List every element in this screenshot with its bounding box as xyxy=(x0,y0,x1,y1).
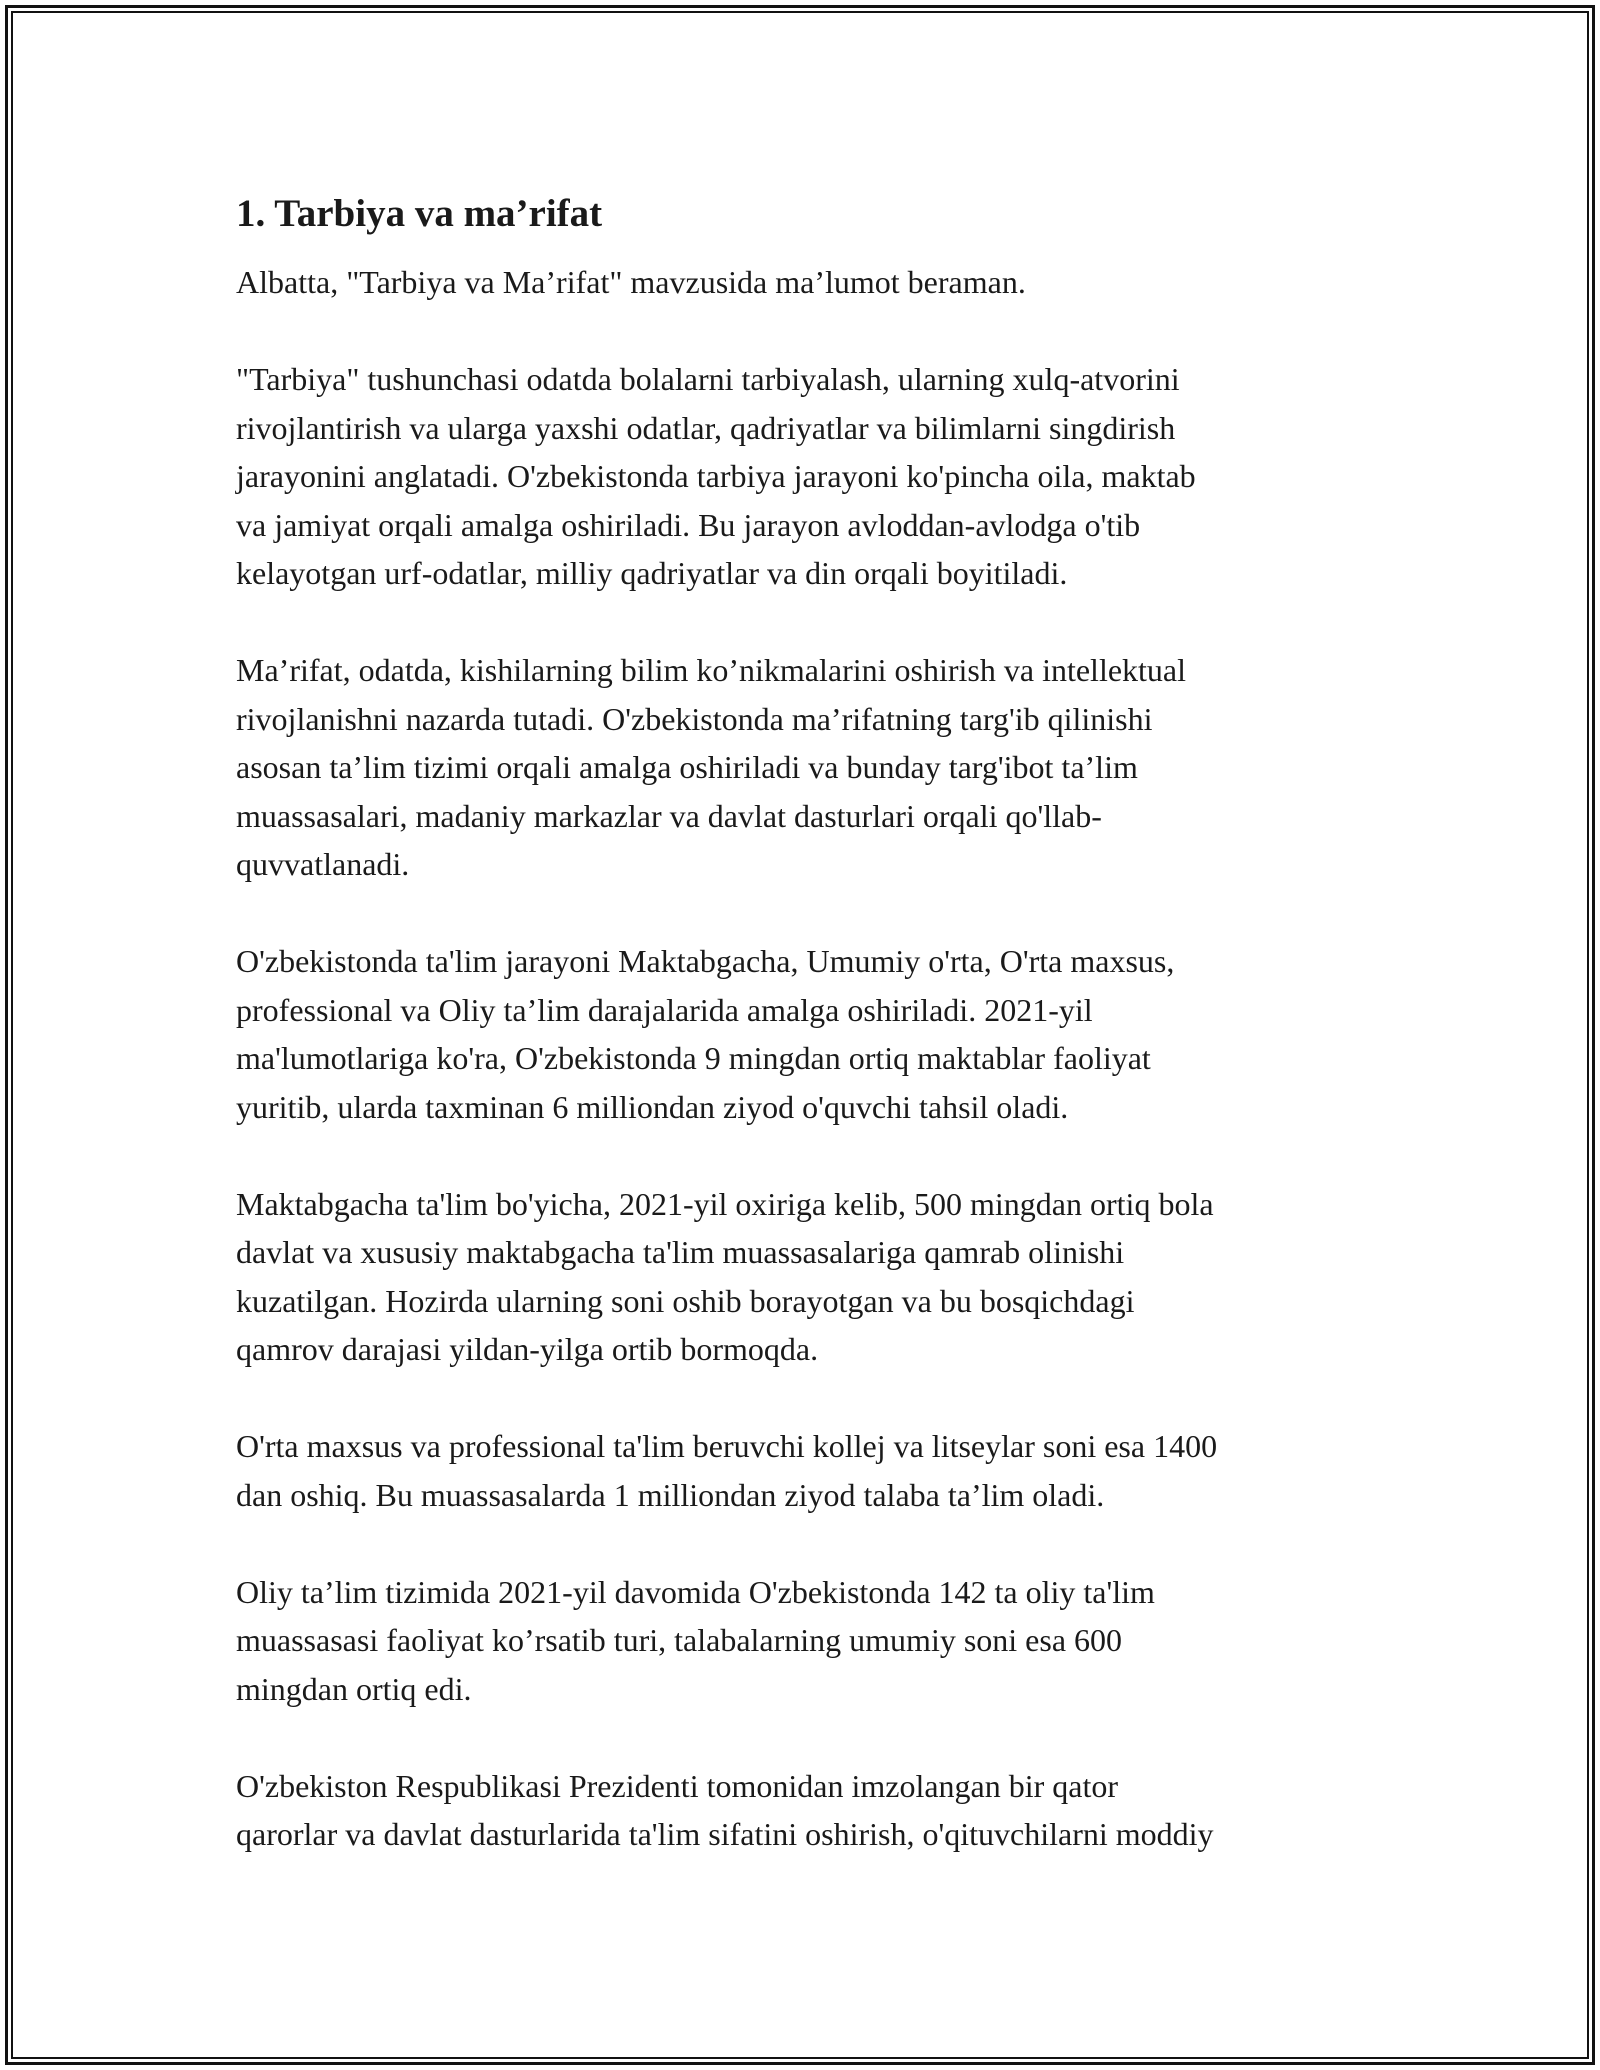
paragraph-talim-jarayoni: O'zbekistonda ta'lim jarayoni Maktabgacha, Umumiy o'rta, O'rta maxsus, professional va Oliy ta’lim darajalarida amalga oshiriladi. 2021-yil ma'lumotlariga ko'ra, O'zbekistonda 9 mingdan ortiq maktablar faoliyat yuritib, ularda taxminan 6 milliondan ziyod o'quvchi tahsil oladi. xyxy=(236,943,1175,1125)
paragraph-tarbiya: "Tarbiya" tushunchasi odatda bolalarni tarbiyalash, ularning xulq-atvorini rivojlantirish va ularga yaxshi odatlar, qadriyatlar va bilimlarni singdirish jarayonini anglatadi. O'zbekistonda tarbiya jarayoni ko'pincha oila, maktab va jamiyat orqali amalga oshiriladi. Bu jarayon avloddan-avlodga o'tib kelayotgan urf-odatlar, milliy qadriyatlar va din orqali boyitiladi. xyxy=(236,361,1196,591)
document-body xyxy=(236,188,1376,1907)
paragraph-maktabgacha: Maktabgacha ta'lim bo'yicha, 2021-yil oxiriga kelib, 500 mingdan ortiq bola davlat va xususiy maktabgacha ta'lim muassasalariga qamrab olinishi kuzatilgan. Hozirda ularning soni oshib borayotgan va bu bosqichdagi qamrov darajasi yildan-yilga ortib bormoqda. xyxy=(236,1185,1214,1367)
paragraph-prezident: O'zbekiston Respublikasi Prezidenti tomonidan imzolangan bir qator qarorlar va davlat dasturlarida ta'lim sifatini oshirish, o'qituvchilarni moddiy xyxy=(236,1767,1214,1852)
paragraph-marifat: Ma’rifat, odatda, kishilarning bilim ko’nikmalarini oshirish va intellektual rivojlanishni nazarda tutadi. O'zbekistonda ma’rifatning targ'ib qilinishi asosan ta’lim tizimi orqali amalga oshiriladi va bunday targ'ibot ta’lim muassasalari, madaniy markazlar va davlat dasturlari orqali qo'llab- quvvatlanadi. xyxy=(236,652,1187,882)
paragraph-intro: Albatta, "Tarbiya va Ma’rifat" mavzusida ma’lumot beraman. xyxy=(236,264,1026,300)
section-heading: 1. Tarbiya va ma’rifat xyxy=(236,192,603,235)
paragraph-oliy-talim: Oliy ta’lim tizimida 2021-yil davomida O'zbekistonda 142 ta oliy ta'lim muassasasi faoliyat ko’rsatib turi, talabalarning umumiy soni esa 600 mingdan ortiq edi. xyxy=(236,1573,1155,1707)
paragraph-orta-maxsus: O'rta maxsus va professional ta'lim beruvchi kollej va litseylar soni esa 1400 dan oshiq. Bu muassasalarda 1 milliondan ziyod talaba ta’lim oladi. xyxy=(236,1428,1218,1513)
